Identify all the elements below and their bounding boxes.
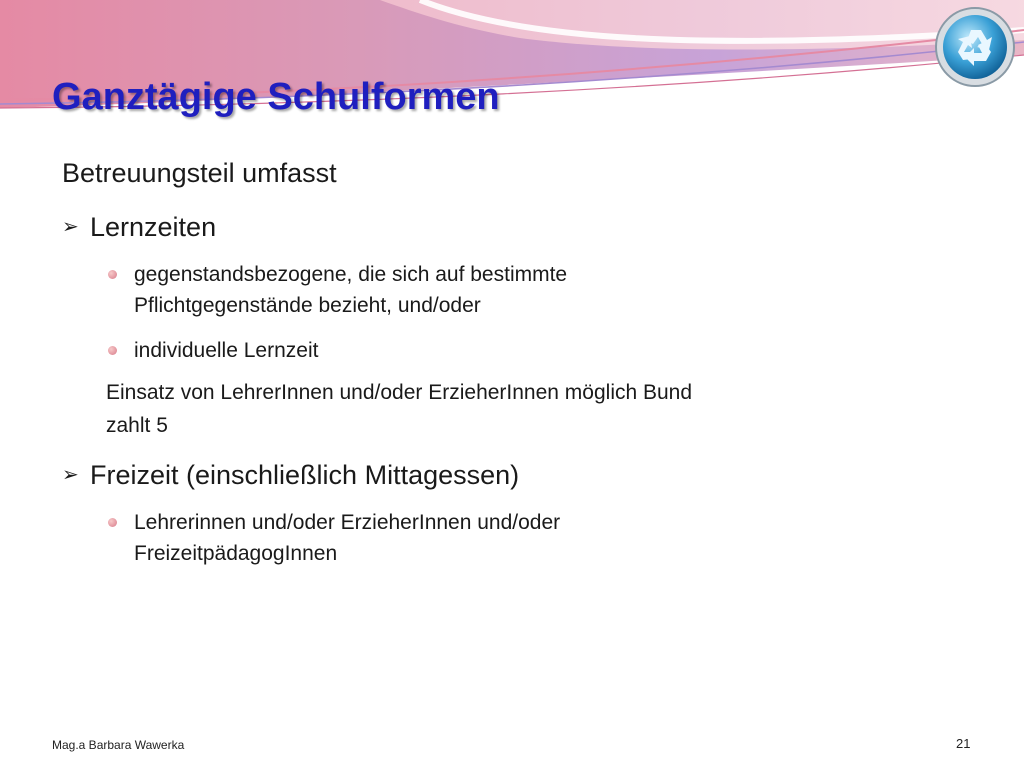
page-number: 21 bbox=[956, 736, 971, 751]
list-item bbox=[108, 507, 828, 569]
round-bullet-icon bbox=[108, 518, 117, 527]
note-text bbox=[106, 376, 926, 442]
section-heading-label: Freizeit (einschließlich Mittagessen) bbox=[90, 460, 520, 490]
section-heading-freizeit bbox=[62, 460, 519, 491]
note-line: Einsatz von LehrerInnen und/oder ErzieherInnen möglich Bund bbox=[106, 381, 693, 404]
recycle-icon bbox=[934, 6, 1016, 88]
list-item-line: individuelle Lernzeit bbox=[134, 339, 319, 362]
round-bullet-icon bbox=[108, 346, 117, 355]
list-item bbox=[108, 259, 828, 321]
list-item-line: gegenstandsbezogene, die sich auf bestimmte bbox=[134, 263, 568, 286]
list-item bbox=[108, 335, 828, 366]
section-heading-label: Lernzeiten bbox=[90, 212, 217, 242]
note-line: zahlt 5 bbox=[106, 414, 168, 437]
footer-author: Mag.a Barbara Wawerka bbox=[52, 738, 185, 752]
arrow-bullet-icon: ➢ bbox=[62, 216, 79, 238]
round-bullet-icon bbox=[108, 270, 117, 279]
list-item-line: FreizeitpädagogInnen bbox=[134, 542, 338, 565]
arrow-bullet-icon: ➢ bbox=[62, 464, 79, 486]
list-item-line: Lehrerinnen und/oder ErzieherInnen und/oder bbox=[134, 511, 561, 534]
list-item-line: Pflichtgegenstände bezieht, und/oder bbox=[134, 294, 481, 317]
section-heading-lernzeiten bbox=[62, 212, 216, 243]
slide-title: Ganztägige Schulformen bbox=[52, 76, 500, 118]
intro-text: Betreuungsteil umfasst bbox=[62, 158, 337, 188]
